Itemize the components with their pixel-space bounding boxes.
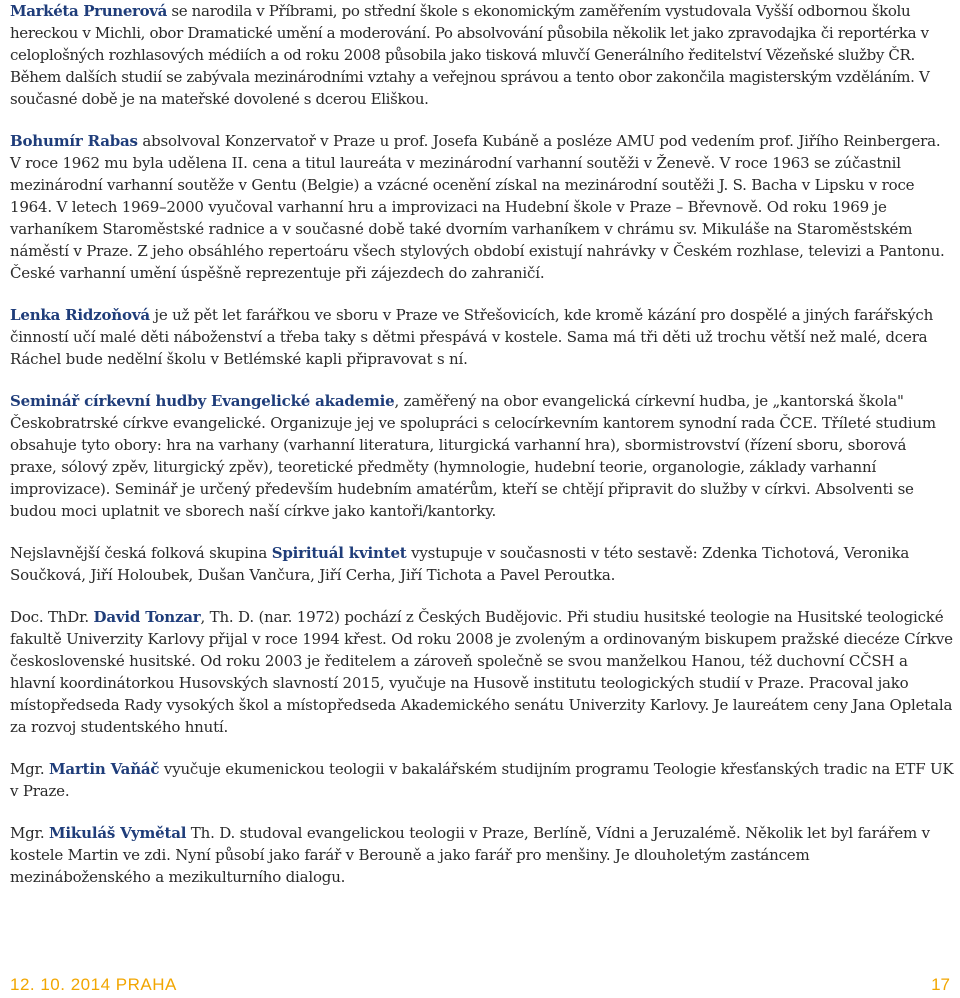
person-name: Bohumír Rabas xyxy=(10,132,138,150)
person-name: David Tonzar xyxy=(93,608,201,626)
person-name: Lenka Ridzoňová xyxy=(10,306,150,324)
organization-name: Seminář církevní hudby Evangelické akademie xyxy=(10,392,395,410)
bio-text: absolvoval Konzervatoř v Praze u prof. Josefa Kubáně a posléze AMU pod vedením prof. Jiřího Reinbergera. V roce 1962 mu byla udělena II. cena a titul laureáta v mezinárodní varhanní soutěži v Ženevě. V roce 1963 se zúčastnil mezinárodní varhanní soutěže v Gentu (Belgie) a vzácné ocenění získal na mezinárodní soutěži J. S. Bacha v Lipsku v roce 1964. V letech 1969–2000 vyučoval varhanní hru a improvizaci na Hudební škole v Praze – Břevnově. Od roku 1969 je varhaníkem Staroměstské radnice a v současné době také dvorním varhaníkem v chrámu sv. Mikuláše na Staroměstském náměstí v Praze. Z jeho obsáhlého repertoáru všech stylových období existují nahrávky v Českém rozhlase, televizi a Pantonu. České varhanní umění úspěšně reprezentuje při zájezdech do zahraničí. xyxy=(10,132,945,282)
bio-text: , zaměřený na obor evangelická církevní hudba, je „kantorská škola" Českobratrské církve evangelické. Organizuje jej ve spolupráci s celocírkevním kantorem synodní rada ČCE. Tříleté studium obsahuje tyto obory: hra na varhany (varhanní literatura, liturgická varhanní hra), sbormistrovství (řízení sboru, sborová praxe, sólový zpěv, liturgický zpěv), teoretické předměty (hymnologie, hudební teorie, organologie, základy varhanní improvizace). Seminář je určený především hudebním amatérům, kteří se chtějí připravit do služby v církvi. Absolventi se budou moci uplatnit ve sborech naší církve jako kantoři/kantorky. xyxy=(10,392,936,520)
bio-vymetal xyxy=(10,822,954,888)
bio-text: , Th. D. (nar. 1972) pochází z Českých Budějovic. Při studiu husitské teologie na Husitské teologické fakultě Univerzity Karlovy přijal v roce 1994 křest. Od roku 2008 je zvoleným a ordinovaným biskupem pražské diecéze Církve československé husitské. Od roku 2003 je ředitelem a zároveň společně se svou manželkou Hanou, též duchovní CČSH a hlavní koordinátorkou Husovských slavností 2015, vyučuje na Husově institutu teologických studií v Praze. Pracoval jako místopředseda Rady vysokých škol a místopředseda Akademického senátu Univerzity Karlovy. Je laureátem ceny Jana Opletala za rozvoj studentského hnutí. xyxy=(10,608,953,736)
page-number: 17 xyxy=(931,975,950,994)
bio-text: vystupuje v současnosti v této sestavě: Zdenka Tichotová, Veronika Součková, Jiří Holoubek, Dušan Vančura, Jiří Cerha, Jiří Tichota a Pavel Peroutka. xyxy=(10,544,910,584)
bio-tonzar xyxy=(10,606,954,738)
bio-prefix: Mgr. xyxy=(10,760,50,778)
bio-prefix: Mgr. xyxy=(10,824,50,842)
group-name: Spirituál kvintet xyxy=(271,544,407,562)
bio-prefix: Nejslavnější česká folková skupina xyxy=(10,544,272,562)
bio-text: vyučuje ekumenickou teologii v bakalářském studijním programu Teologie křesťanských tradic na ETF UK v Praze. xyxy=(10,760,954,800)
bio-ridzonova xyxy=(10,304,954,370)
bio-text: se narodila v Příbrami, po střední škole s ekonomickým zaměřením vystudovala Vyšší odbornou školu hereckou v Michli, obor Dramatické umění a moderování. Po absolvování působila několik let jako zpravodajka či reportérka v celoplošných rozhlasových médiích a od roku 2008 působila jako tisková mluvčí Generálního ředitelství Vězeňské služby ČR. Během dalších studií se zabývala mezinárodními vztahy a veřejnou správou a tento obor zakončila magisterským vzděláním. V současné době je na mateřské dovolené s dcerou Eliškou. xyxy=(10,2,930,108)
document-body xyxy=(10,0,954,908)
bio-prunerova xyxy=(10,0,954,110)
bio-rabas xyxy=(10,130,954,284)
person-name: Markéta Prunerová xyxy=(10,2,167,20)
bio-text: je už pět let farářkou ve sboru v Praze ve Střešovicích, kde kromě kázání pro dospělé a jiných farářských činností učí malé děti náboženství a třeba taky s dětmi přespává v kostele. Sama má tři děti už trochu větší než malé, dcera Ráchel bude nedělní školu v Betlémské kapli připravovat s ní. xyxy=(10,306,934,368)
bio-prefix: Doc. ThDr. xyxy=(10,608,94,626)
person-name: Martin Vaňáč xyxy=(49,760,160,778)
person-name: Mikuláš Vymětal xyxy=(49,824,187,842)
footer-date-place: 12. 10. 2014 PRAHA xyxy=(10,975,177,994)
bio-seminar xyxy=(10,390,954,522)
bio-vanac xyxy=(10,758,954,802)
bio-text: Th. D. studoval evangelickou teologii v Praze, Berlíně, Vídni a Jeruzalémě. Několik let byl farářem v kostele Martin ve zdi. Nyní působí jako farář v Berouně a jako farář pro menšiny. Je dlouholetým zastáncem mezináboženského a mezikulturního dialogu. xyxy=(10,824,930,886)
bio-spiritual-kvintet xyxy=(10,542,954,586)
